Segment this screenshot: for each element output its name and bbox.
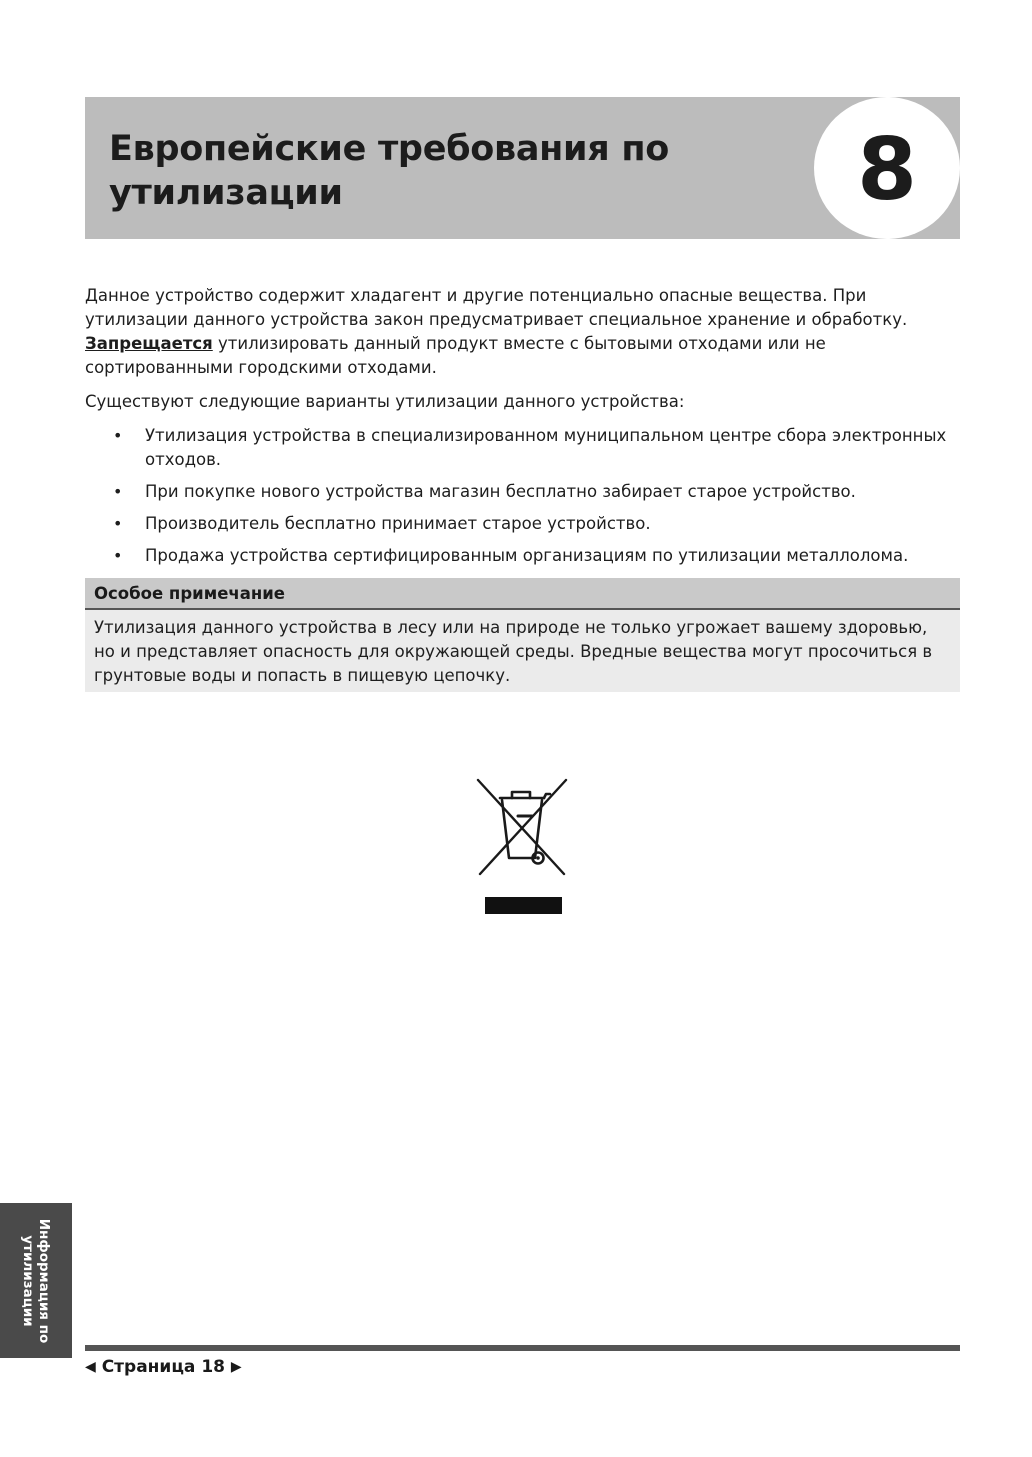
page-footer xyxy=(85,1356,242,1378)
chapter-number: 8 xyxy=(857,120,917,220)
list-item xyxy=(85,544,960,568)
side-tab-line-2: утилизации xyxy=(20,1235,36,1327)
crossed-out-wheelie-bin-icon xyxy=(472,776,572,916)
section-side-tab xyxy=(0,1203,72,1358)
list-item xyxy=(85,480,960,504)
page-title-line-2: утилизации xyxy=(109,173,343,213)
list-item-text: Утилизация устройства в специализированном муниципальном центре сбора электронных отходов. xyxy=(145,426,947,469)
main-content xyxy=(85,284,960,576)
special-note-heading: Особое примечание xyxy=(85,578,960,610)
chapter-badge xyxy=(814,97,960,239)
footer-divider xyxy=(85,1345,960,1351)
list-item-text: При покупке нового устройства магазин бесплатно забирает старое устройство. xyxy=(145,482,856,501)
list-item-text: Производитель бесплатно принимает старое устройство. xyxy=(145,514,651,533)
prohibited-word: Запрещается xyxy=(85,334,213,353)
bullet-icon: • xyxy=(113,426,123,445)
side-tab-line-1: Информация по xyxy=(36,1218,52,1344)
bullet-icon: • xyxy=(113,546,123,565)
weee-symbol xyxy=(472,776,572,916)
intro-text-end: утилизировать данный продукт вместе с бытовыми отходами или не сортированными городскими отходами. xyxy=(85,334,826,377)
previous-page-arrow-icon[interactable]: ◀ xyxy=(85,1359,96,1375)
chapter-header xyxy=(85,97,960,239)
page-title xyxy=(109,127,669,215)
list-item xyxy=(85,424,960,472)
options-intro: Существуют следующие варианты утилизации данного устройства: xyxy=(85,392,685,411)
special-note-text: Утилизация данного устройства в лесу или на природе не только угрожает вашему здоровью, но и представляет опасность для окружающей среды. Вредные вещества могут просочиться в грунтовые воды и попасть в пищевую цепочку. xyxy=(85,610,960,692)
intro-paragraph xyxy=(85,284,960,380)
page-title-line-1: Европейские требования по xyxy=(109,129,669,169)
page-number-label: Страница 18 xyxy=(101,1357,225,1377)
list-item-text: Продажа устройства сертифицированным организациям по утилизации металлолома. xyxy=(145,546,909,565)
disposal-options-list xyxy=(85,424,960,568)
list-item xyxy=(85,512,960,536)
bullet-icon: • xyxy=(113,482,123,501)
intro-text-start: Данное устройство содержит хладагент и другие потенциально опасные вещества. При утилизации данного устройства закон предусматривает специальное хранение и обработку. xyxy=(85,286,908,329)
side-tab-label xyxy=(20,1219,52,1344)
next-page-arrow-icon[interactable]: ▶ xyxy=(230,1359,242,1375)
special-note-box xyxy=(85,578,960,692)
bullet-icon: • xyxy=(113,514,123,533)
